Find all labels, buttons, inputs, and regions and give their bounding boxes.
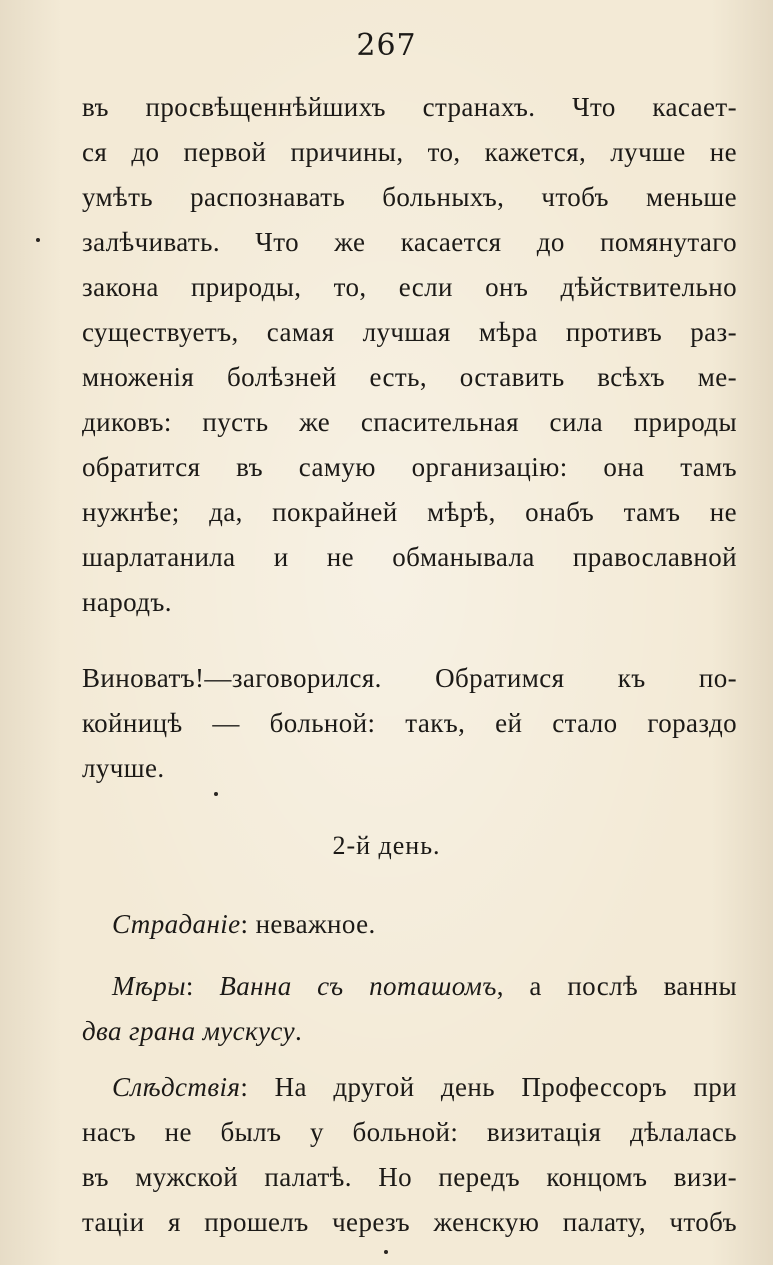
text-line: множенія болѣзней есть, оставить всѣхъ ме- xyxy=(82,362,737,392)
text-line: залѣчивать. Что же касается до помянутаго xyxy=(82,227,737,257)
text-line: существуетъ, самая лучшая мѣра противъ раз- xyxy=(82,317,737,347)
text-line: нужнѣе; да, покрайней мѣрѣ, онабъ тамъ не xyxy=(82,497,737,527)
text-line: въ мужской палатѣ. Но передъ концомъ визи- xyxy=(82,1162,737,1192)
ink-speck xyxy=(36,238,40,242)
measures-end: . xyxy=(295,1016,303,1046)
text-line: обратится въ самую организацію: она тамъ xyxy=(82,452,737,482)
text-line: Виноватъ!—заговорился. Обратимся къ по- xyxy=(82,663,737,693)
measures-label: Мѣры xyxy=(112,971,186,1001)
text-line: насъ не былъ у больной: визитація дѣлалась xyxy=(82,1117,737,1147)
consequences-text: : На другой день Профессоръ при xyxy=(240,1072,737,1102)
text-line: таціи я прошелъ черезъ женскую палату, чтобъ xyxy=(82,1207,737,1237)
text-line: койницѣ — больной: такъ, ей стало гораздо xyxy=(82,708,737,738)
text-line: въ просвѣщеннѣйшихъ странахъ. Что касает- xyxy=(82,92,737,122)
measures-entry xyxy=(112,966,737,1006)
measures-after: , а послѣ ванны xyxy=(496,971,737,1001)
suffering-label: Страданіе xyxy=(112,909,241,939)
suffering-value: : неважное. xyxy=(240,909,376,939)
measures-colon: : xyxy=(185,971,220,1001)
text-line: лучше. xyxy=(82,753,165,783)
consequences-label: Слѣдствія xyxy=(112,1072,241,1102)
suffering-entry xyxy=(112,904,737,944)
text-line: закона природы, то, если онъ дѣйствительно xyxy=(82,272,737,302)
consequences-entry xyxy=(112,1067,737,1107)
text-line: умѣть распознавать больныхъ, чтобъ меньше xyxy=(82,182,737,212)
measures-continuation xyxy=(82,1011,737,1051)
measures-musk: два грана мускусу xyxy=(82,1016,296,1046)
text-line: ся до первой причины, то, кажется, лучше не xyxy=(82,137,737,167)
text-line: диковъ: пусть же спасительная сила природы xyxy=(82,407,737,437)
text-line: шарлатанила и не обманывала православной xyxy=(82,542,737,572)
ink-speck xyxy=(384,1250,388,1254)
ink-speck xyxy=(214,792,218,796)
section-heading: 2-й день. xyxy=(332,831,441,860)
text-line: народъ. xyxy=(82,587,172,617)
page-number: 267 xyxy=(356,28,417,63)
measures-bath: Ванна съ поташомъ xyxy=(219,971,497,1001)
